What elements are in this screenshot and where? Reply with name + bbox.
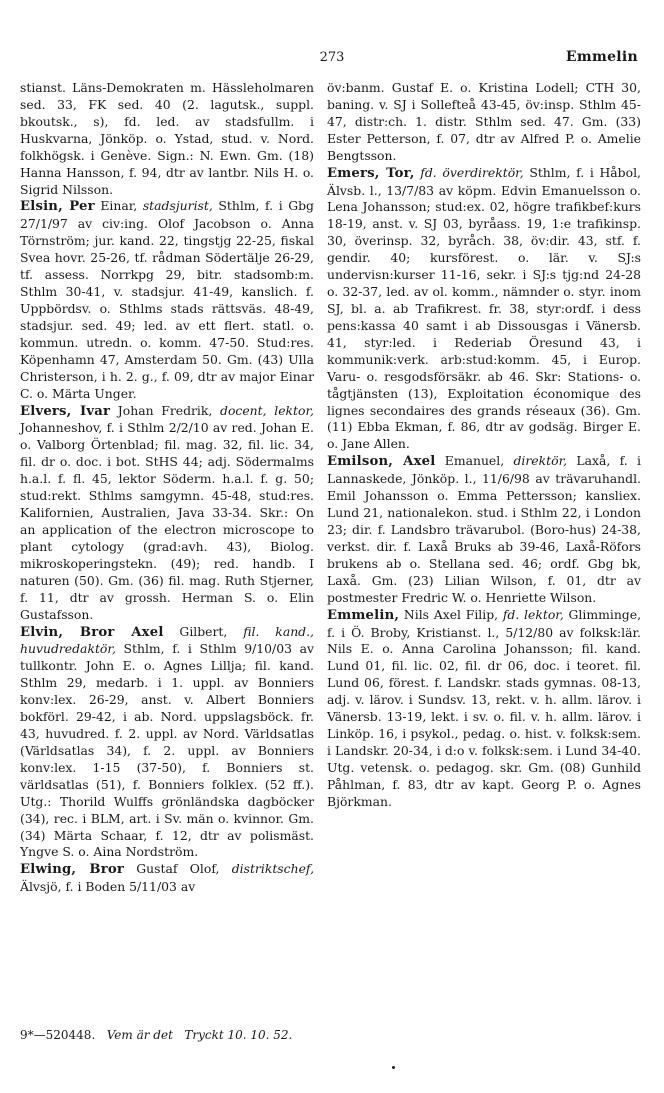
entry-emers xyxy=(327,165,641,454)
entry-occupation: docent, lektor, xyxy=(220,402,314,418)
footer-signature: 9*—520448. xyxy=(20,1028,96,1042)
page-number: 273 xyxy=(319,50,345,65)
entry-elwing xyxy=(20,861,314,896)
footer-printed: Tryckt 10. 10. 52. xyxy=(184,1028,293,1042)
entry-text: Glimminge, f. i Ö. Broby, Kristianst. l., 5/12/80 av folksk:lär. Nils E. o. Anna Carolina Johansson; fil. kand. Lund 01, fil. lic. 02, fil. dr 06, doc. i teoret. fil. Lund 06, förest. f. Landskr. stads gymnas. 08-13, adj. v. lärov. i Sundsv. 13, rekt. v. h. allm. lärov. i Vänersb. 13-19, lekt. i sv. o. fil. v. h. allm. lärov. i Linköp. 16, i psykol., pedag. o. hist. v. folksk:sem. i Landskr. 20-34, i d:o v. folksk:sem. i Lund 34-40. Utg. vetensk. o. pedagog. skr. Gm. (08) Gunhild Påhlman, f. 83, dtr av kapt. Georg P. o. Agnes Björkman. xyxy=(327,606,642,809)
entry-occupation: direktör, xyxy=(513,453,568,469)
entry-occupation: fd. lektor, xyxy=(502,606,564,622)
entry-occupation: fd. överdirektör, xyxy=(420,164,524,180)
stray-mark xyxy=(392,1066,395,1069)
entry-elvers xyxy=(20,403,314,624)
entry-occupation: stadsjurist, xyxy=(142,198,213,214)
footer xyxy=(20,1028,292,1042)
continuation-text: stianst. Läns-Demokraten m. Hässleholmaren sed. 33, FK sed. 40 (2. lagutsk., suppl. bkoutsk., s), fd. led. av stadsfullm. i Huskvarna, Jönköp. o. Ystad, stud. v. Nord. folkhögsk. i Genève. Sign.: N. Ewn. Gm. (18) Hanna Hansson, f. 94, dtr av lantbr. Nils H. o. Sigrid Nilsson. xyxy=(20,80,314,197)
running-head: Emmelin xyxy=(565,49,638,65)
continuation-text: öv:banm. Gustaf E. o. Kristina Lodell; CTH 30, baning. v. SJ i Sollefteå 43-45, öv:insp. Sthlm 45-47, distr:ch. 1. distr. Sthlm sed. 47. Gm. (33) Ester Petterson, f. 07, dtr av Alfred P. o. Amelie Bengtsson. xyxy=(327,80,641,163)
entry-text: Sthlm, f. i Gbg 27/1/97 av civ:ing. Olof Jacobson o. Anna Törnström; jur. kand. 22, tingstjg 22-25, fiskal Svea hovr. 25-26, tf. rådman Södertälje 26-29, tf. assess. Norrkpg 29, bitr. stadsomb:m. Sthlm 30-41, v. stadsjur. 41-49, kanslich. f. Uppbördsv. o. Sthlms stads rättsväs. 48-49, stadsjur. sed. 49; led. av ett flert. statl. o. kommun. utredn. o. komm. 47-50. Stud:res. Köpenhamn 47, Amsterdam 50. Gm. (43) Ulla Christerson, i h. 2. g., f. 09, dtr av major Einar C. o. Märta Unger. xyxy=(20,198,314,401)
entry-name: Elwing, Bror xyxy=(20,862,124,878)
entry-text: Laxå, f. i Lannaskede, Jönköp. l., 11/6/98 av trävaruhandl. Emil Johansson o. Emma Pettersson; kansliex. Lund 21, nationalekon. stud. i Sthlm 22, i London 23; dir. f. Landsbro trävarubol. (Boro-hus) 24-38, verkst. dir. f. Laxå Bruks ab 39-46, Laxå-Röfors brukens ab o. Stellana sed. 46; ordf. Gbg bk, Laxå. Gm. (23) Lilian Wilson, f. 01, dtr av postmester Fredric W. o. Henriette Wilson. xyxy=(327,453,641,605)
entry-given: Emanuel, xyxy=(435,453,514,469)
entry-given: Einar, xyxy=(94,198,143,214)
entry-text: Sthlm, f. i Håbol, Älvsb. l., 13/7/83 av köpm. Edvin Emanuelsson o. Lena Johansson; stud:ex. 02, högre trafikbef:kurs 18-19, anst. v. SJ 03, byråass. 19, 1:e trafikinsp. 30, överinsp. 32, byråch. 38, öv:dir. 43, stf. f. gendir. 40; kursförest. o. lär. v. SJ:s undervisn:kurser 11-16, sekr. i SJ:s tjg:nd 24-28 o. 32-37, led. av ol. komm., nämnder o. styr. inom SJ, bl. a. ab Trafikrest. fr. 38, styr:ordf. i dess pens:kassa 40 samt i ab Dissousgas i Vänersb. 41, styr:led. i Rederiab Öresund 43, i kommunik:verk. arb:stud:komm. 45, i Europ. Varu- o. resgodsförsäkr. ab 46. Skr: Stations- o. tågtjänsten (13), Exploitation économique des lignes secondaires des grands réseaux (36). Gm. (11) Ebba Ekman, f. 86, dtr av godsäg. Birger E. o. Jane Allen. xyxy=(327,164,641,452)
entry-occupation: distriktschef, xyxy=(231,861,315,877)
entry-name: Elvin, Bror Axel xyxy=(20,624,164,640)
entry-name: Emmelin, xyxy=(327,607,400,623)
entry-text: Älvsjö, f. i Boden 5/11/03 av xyxy=(20,879,196,895)
entry-name: Elsin, Per xyxy=(20,199,95,215)
entry-text: Sthlm, f. i Sthlm 9/10/03 av tullkontr. John E. o. Agnes Lillja; fil. kand. Sthlm 29, medarb. i 1. uppl. av Bonniers konv:lex. 26-29, anst. v. Albert Bonniers bokförl. 29-42, i ab. Nord. uppslagsböck. fr. 43, huvudred. f. 2. uppl. av Nord. Världsatlas (Världsatlas 34), f. 2. uppl. av Bonniers konv:lex. 1-15 (37-50), f. Bonniers st. världsatlas (51), f. Bonniers folklex. (52 ff.). Utg.: Thorild Wulffs grönländska dagböcker (34), rec. i BLM, art. i Sv. män o. kvinnor. Gm. (34) Märta Schaar, f. 12, dtr av polismäst. Yngve S. o. Aina Nordström. xyxy=(20,641,314,860)
entry-occupation: fil. kand., huvudredaktör, xyxy=(20,623,314,657)
entry-emilson xyxy=(327,453,641,606)
entry-elvin xyxy=(20,624,314,862)
footer-note: Vem är det xyxy=(106,1028,173,1042)
entry-given: Gilbert, xyxy=(163,623,244,639)
entry-text: Johanneshov, f. i Sthlm 2/2/10 av red. Johan E. o. Valborg Örtenblad; fil. mag. 32, fil. lic. 34, fil. dr o. doc. i bot. StHS 44; adj. Södermalms h.a.l. f. fl. 45, lektor Söderm. h.a.l. f. g. 50; stud:rekt. Sthlms samgymn. 45-48, stud:res. Kalifornien, Australien, Java 33-34. Skr.: On an application of the electron microscope to plant cytology (grad:avh. 43), Biolog. mikroskoperingstekn. (49); red. handb. I naturen (50). Gm. (36) fil. mag. Ruth Stjerner, f. 11, dtr av grossh. Herman S. o. Elin Gustafsson. xyxy=(20,420,314,622)
entry-elsin xyxy=(20,198,314,402)
left-column xyxy=(20,80,314,896)
entry-given: Johan Fredrik, xyxy=(110,402,221,418)
entry-name: Emilson, Axel xyxy=(327,454,436,470)
entry-name: Elvers, Ivar xyxy=(20,403,111,419)
entry-name: Emers, Tor, xyxy=(327,165,415,181)
entry-given: Nils Axel Filip, xyxy=(399,606,503,622)
right-column xyxy=(327,80,641,811)
entry-emmelin xyxy=(327,607,641,811)
entry-given: Gustaf Olof, xyxy=(124,861,232,877)
